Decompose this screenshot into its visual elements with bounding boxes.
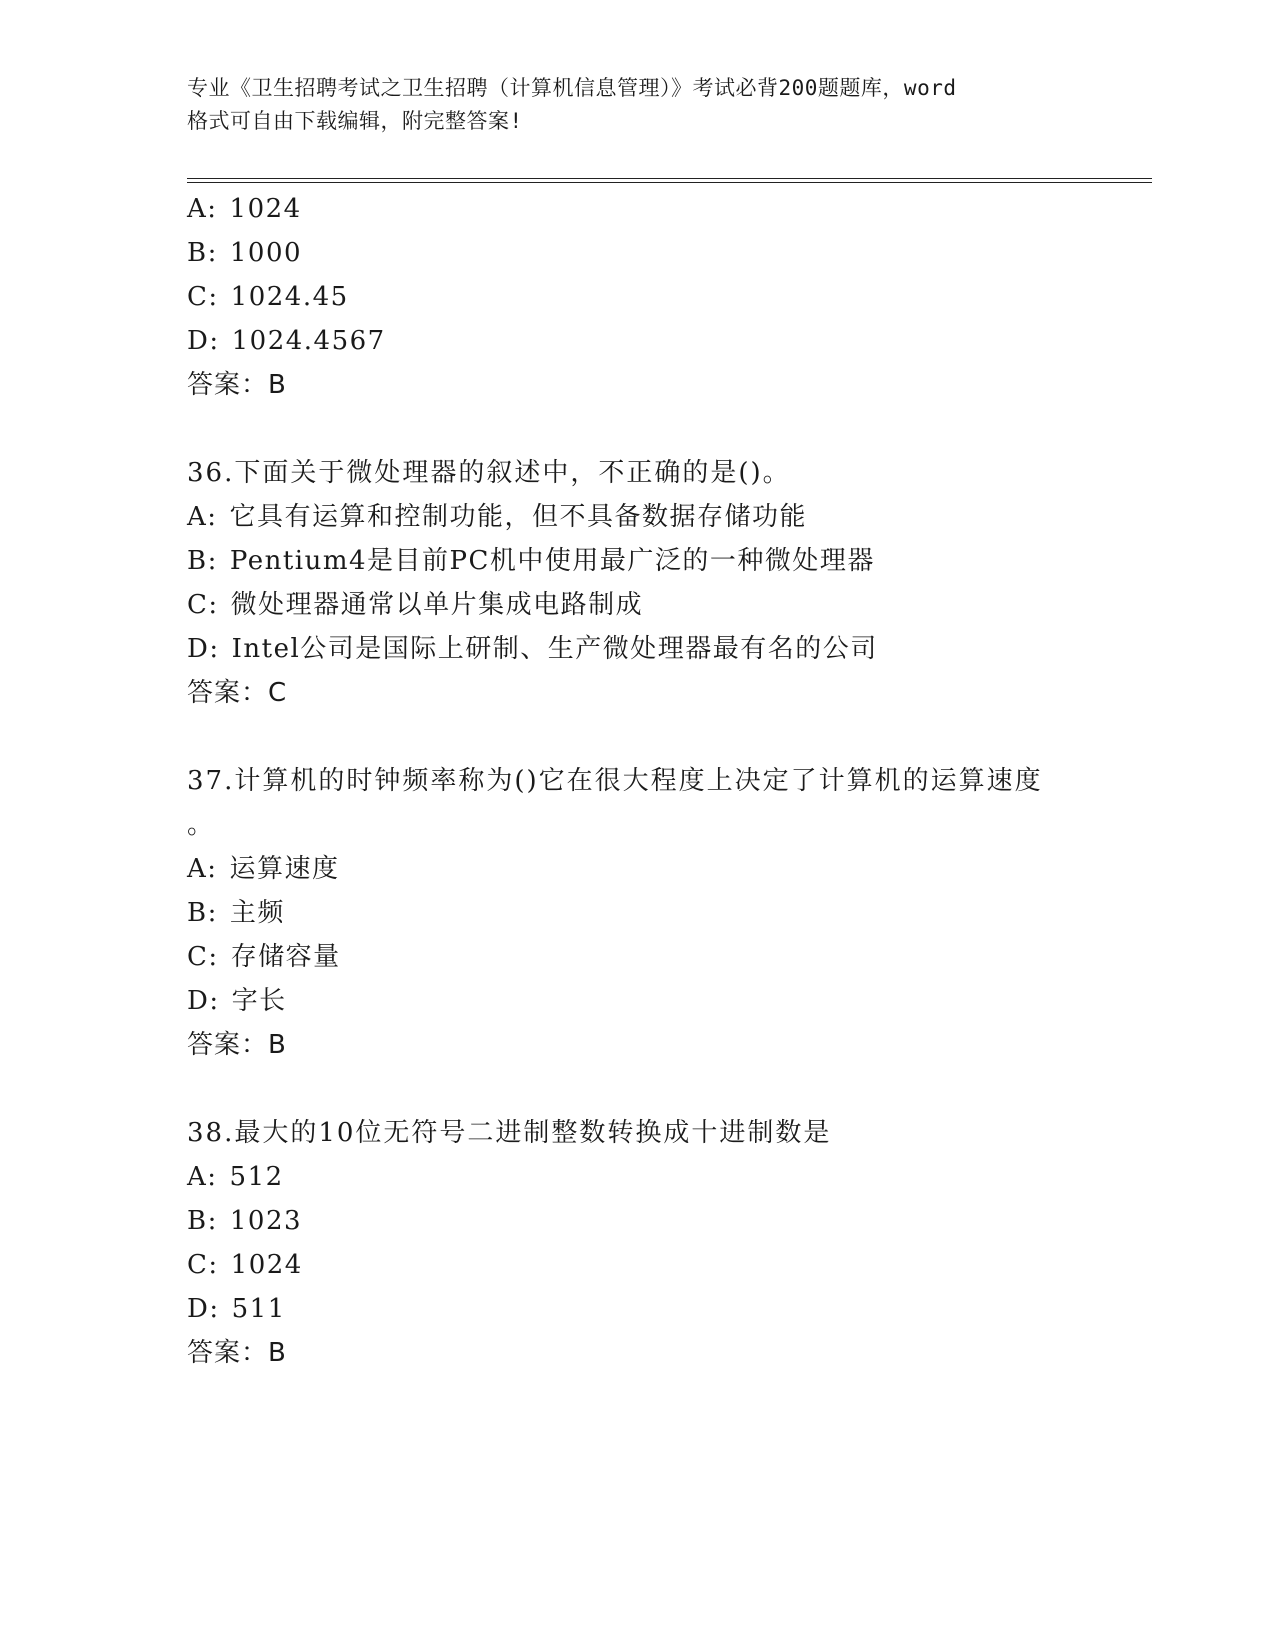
option-a: A: 它具有运算和控制功能，但不具备数据存储功能 [187,502,808,532]
document-header [187,72,1087,138]
answer-line: 答案：B [187,370,287,400]
question-37: 37.计算机的时钟频率称为()它在很大程度上决定了计算机的运算速度 [187,766,1043,796]
option-a: A: 512 [187,1162,284,1192]
option-b: B: 1023 [187,1206,303,1236]
answer-line: 答案：C [187,678,288,708]
header-line-2: 格式可自由下载编辑，附完整答案! [187,109,523,133]
question-38: 38.最大的10位无符号二进制整数转换成十进制数是 [187,1118,832,1148]
option-c: C: 1024.45 [187,282,349,312]
option-a: A: 运算速度 [187,854,340,884]
answer-line: 答案：B [187,1030,287,1060]
header-line-1: 专业《卫生招聘考试之卫生招聘（计算机信息管理）》考试必背200题题库，word [187,76,957,100]
answer-line: 答案：B [187,1338,287,1368]
option-d: D: 字长 [187,986,287,1016]
header-rule-bottom [187,182,1152,183]
option-d: D: 1024.4567 [187,326,386,356]
option-b: B: Pentium4是目前PC机中使用最广泛的一种微处理器 [187,546,875,576]
question-36: 36.下面关于微处理器的叙述中，不正确的是()。 [187,458,791,488]
option-b: B: 1000 [187,238,303,268]
option-a: A: 1024 [187,194,302,224]
option-c: C: 微处理器通常以单片集成电路制成 [187,590,644,620]
option-c: C: 存储容量 [187,942,341,972]
header-rule-top [187,178,1152,179]
option-d: D: 511 [187,1294,286,1324]
option-c: C: 1024 [187,1250,303,1280]
option-b: B: 主频 [187,898,285,928]
option-d: D: Intel公司是国际上研制、生产微处理器最有名的公司 [187,634,878,664]
question-37-continuation: 。 [187,810,215,840]
